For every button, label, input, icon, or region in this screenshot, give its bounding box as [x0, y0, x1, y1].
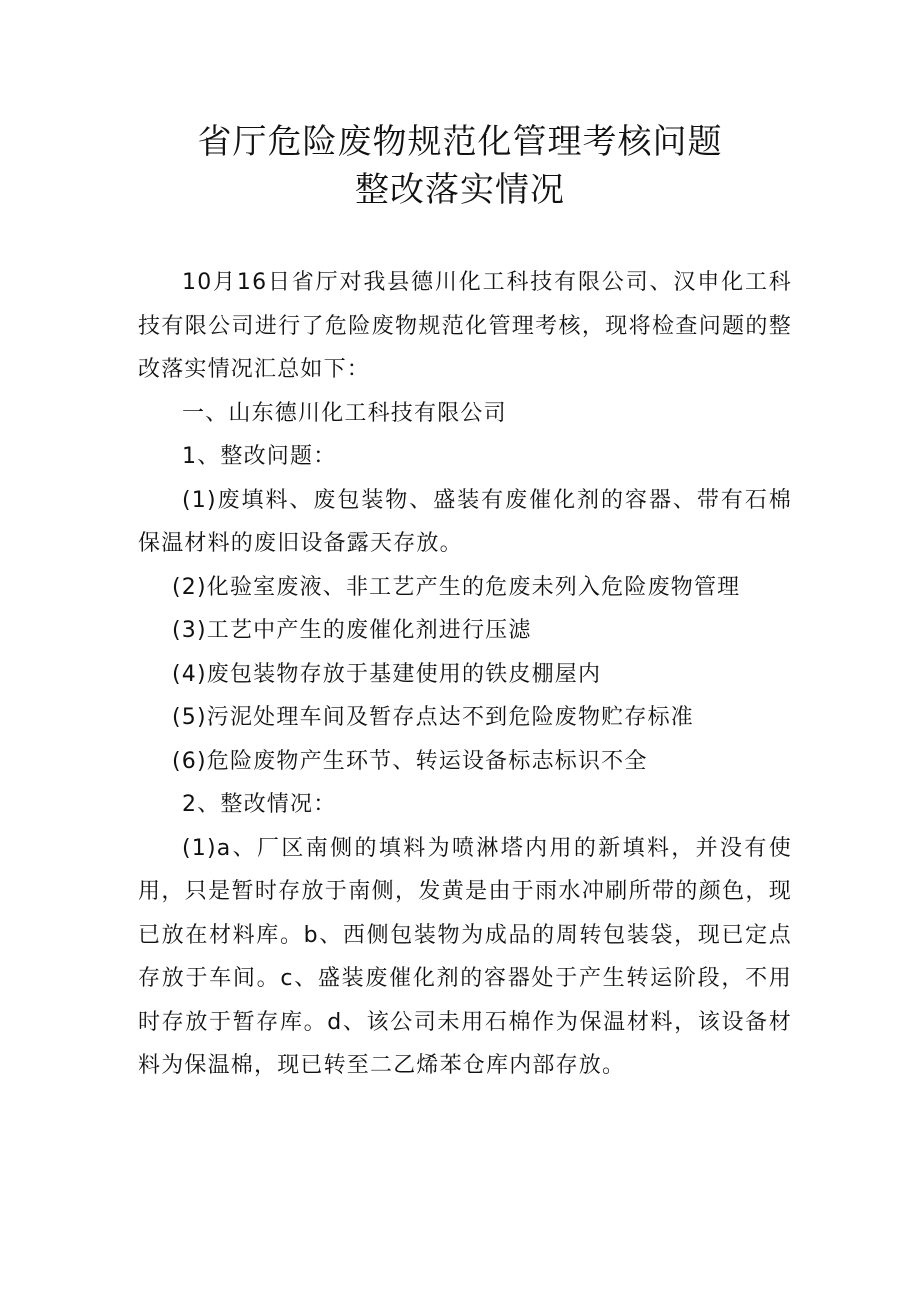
problem-item: (2)化验室废液、非工艺产生的危废未列入危险废物管理	[172, 574, 741, 600]
intro-paragraph: 10月16日省厅对我县德川化工科技有限公司、汉申化工科技有限公司进行了危险废物规范化管理考核，现将检查问题的整改落实情况汇总如下：	[138, 270, 792, 382]
problem-item: (4)废包装物存放于基建使用的铁皮棚屋内	[172, 661, 602, 687]
problem-item: (6)危险废物产生环节、转运设备标志标识不全	[172, 748, 648, 774]
rectification-paragraph: (1)a、厂区南侧的填料为喷淋塔内用的新填料，并没有使用，只是暂时存放于南侧，发黄是由于雨水冲刷所带的颜色，现已放在材料库。b、西侧包装物为成品的周转包装袋，现已定点存放于车间。c、盛装废催化剂的容器处于产生转运阶段，不用时存放于暂存库。d、该公司未用石棉作为保温材料，该设备材料为保温棉，现已转至二乙烯苯仓库内部存放。	[138, 835, 792, 1078]
document-body	[138, 261, 792, 1088]
section-heading: 一、山东德川化工科技有限公司	[182, 400, 507, 426]
problem-item: (5)污泥处理车间及暂存点达不到危险废物贮存标准	[172, 705, 694, 730]
rectification-heading: 2、整改情况：	[182, 792, 337, 817]
document-title-line-2: 整改落实情况	[355, 170, 565, 210]
document-title-line-1: 省厅危险废物规范化管理考核问题	[197, 122, 723, 162]
problem-item: (3)工艺中产生的废催化剂进行压滤	[172, 618, 532, 643]
problem-item: (1)废填料、废包装物、盛装有废催化剂的容器、带有石棉保温材料的废旧设备露天存放。	[138, 487, 792, 556]
problems-heading: 1、整改问题：	[182, 444, 337, 469]
